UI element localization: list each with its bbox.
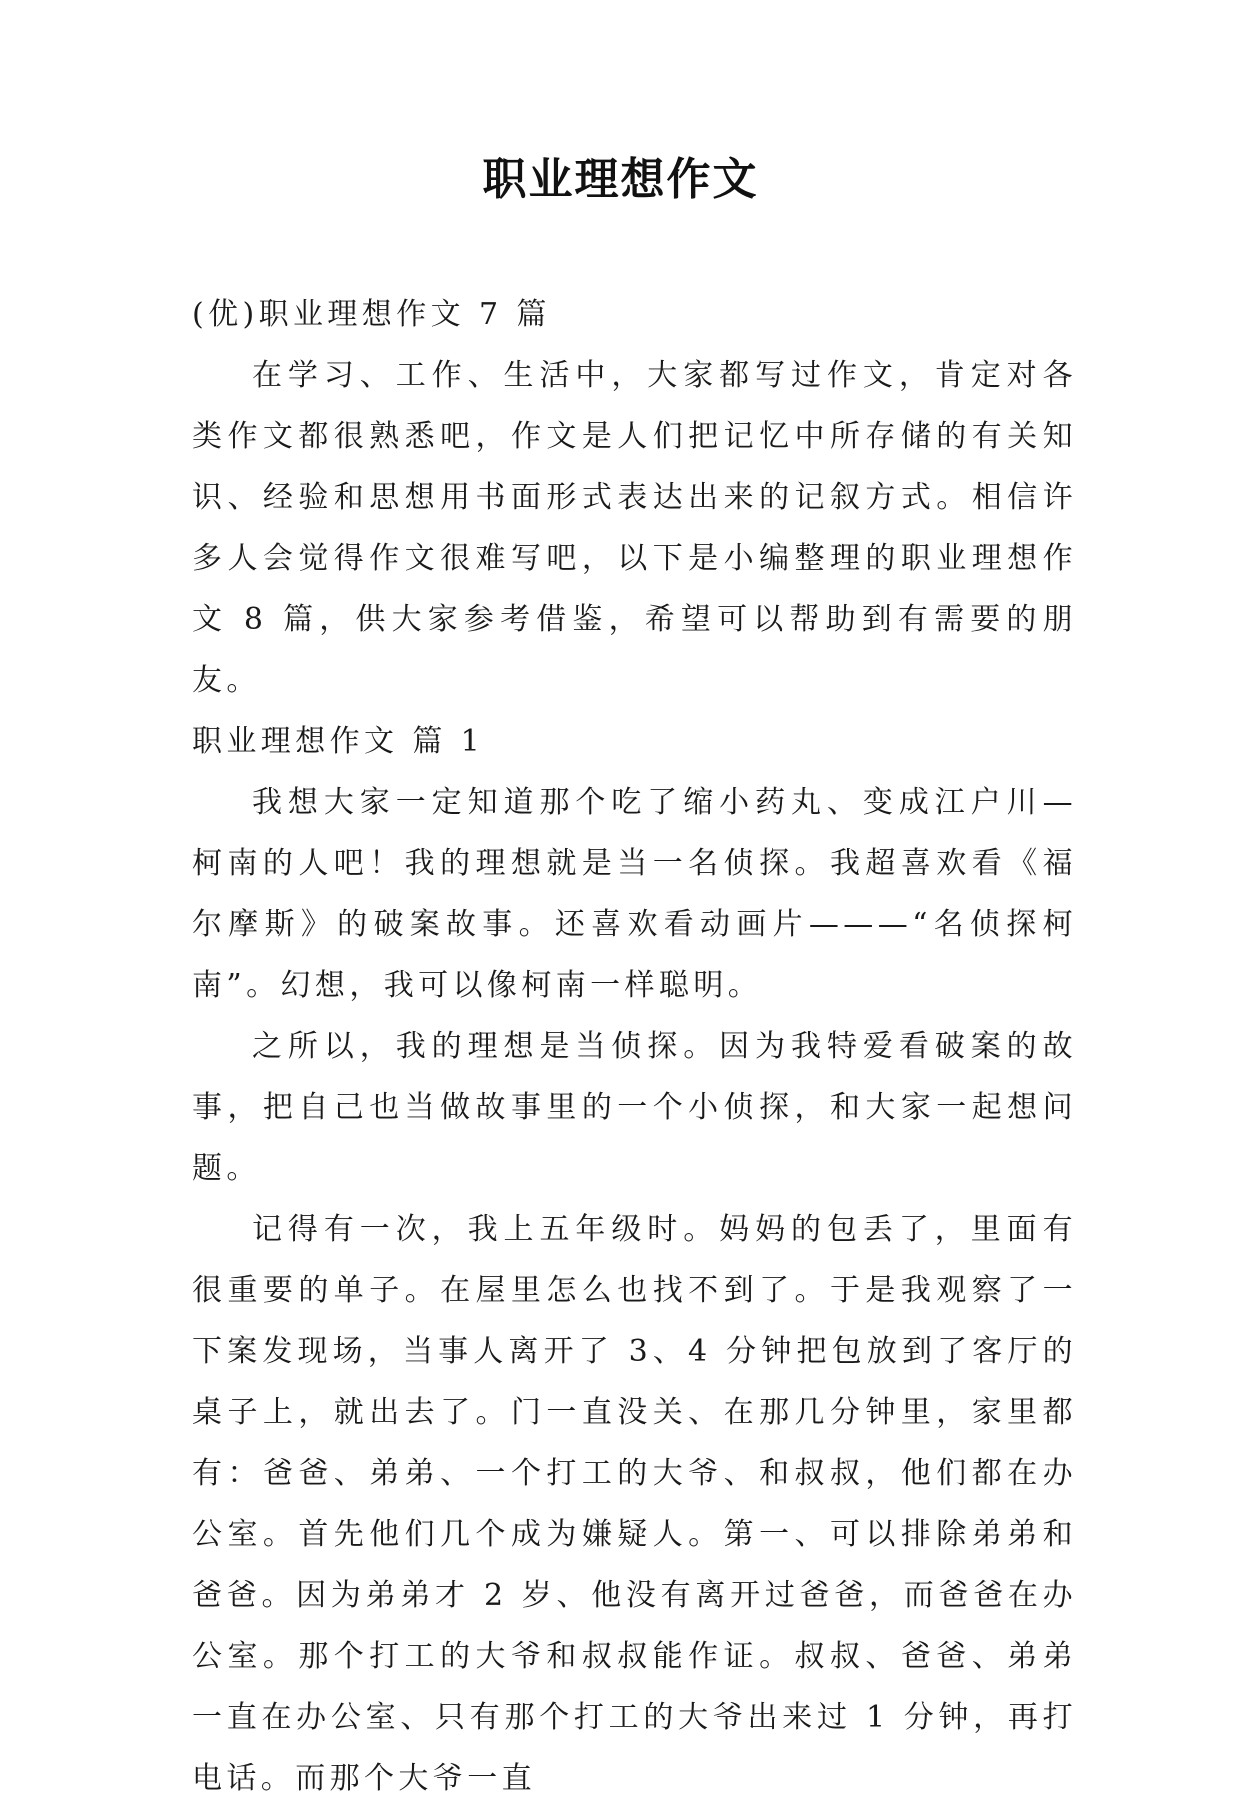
document-body: [192, 284, 1077, 1809]
intro-paragraph: 在学习、工作、生活中，大家都写过作文，肯定对各类作文都很熟悉吧，作文是人们把记忆中所存储的有关知识、经验和思想用书面形式表达出来的记叙方式。相信许多人会觉得作文很难写吧，以下是小编整理的职业理想作文 8 篇，供大家参考借鉴，希望可以帮助到有需要的朋友。: [192, 358, 1077, 698]
body-paragraph: 记得有一次，我上五年级时。妈妈的包丢了，里面有很重要的单子。在屋里怎么也找不到了。于是我观察了一下案发现场，当事人离开了 3、4 分钟把包放到了客厅的桌子上，就出去了。门一直没关、在那几分钟里，家里都有：爸爸、弟弟、一个打工的大爷、和叔叔，他们都在办公室。首先他们几个成为嫌疑人。第一、可以排除弟弟和爸爸。因为弟弟才 2 岁、他没有离开过爸爸，而爸爸在办公室。那个打工的大爷和叔叔能作证。叔叔、爸爸、弟弟一直在办公室、只有那个打工的大爷出来过 1 分钟，再打电话。而那个大爷一直: [192, 1212, 1077, 1796]
section-heading: 职业理想作文 篇 1: [192, 724, 485, 759]
subtitle-line: (优)职业理想作文 7 篇: [192, 297, 551, 332]
document-title: 职业理想作文: [482, 154, 759, 205]
body-paragraph: 我想大家一定知道那个吃了缩小药丸、变成江户川—柯南的人吧！我的理想就是当一名侦探。我超喜欢看《福尔摩斯》的破案故事。还喜欢看动画片———“名侦探柯南”。幻想，我可以像柯南一样聪明。: [192, 785, 1077, 1003]
body-paragraph: 之所以，我的理想是当侦探。因为我特爱看破案的故事，把自己也当做故事里的一个小侦探，和大家一起想问题。: [192, 1029, 1077, 1186]
